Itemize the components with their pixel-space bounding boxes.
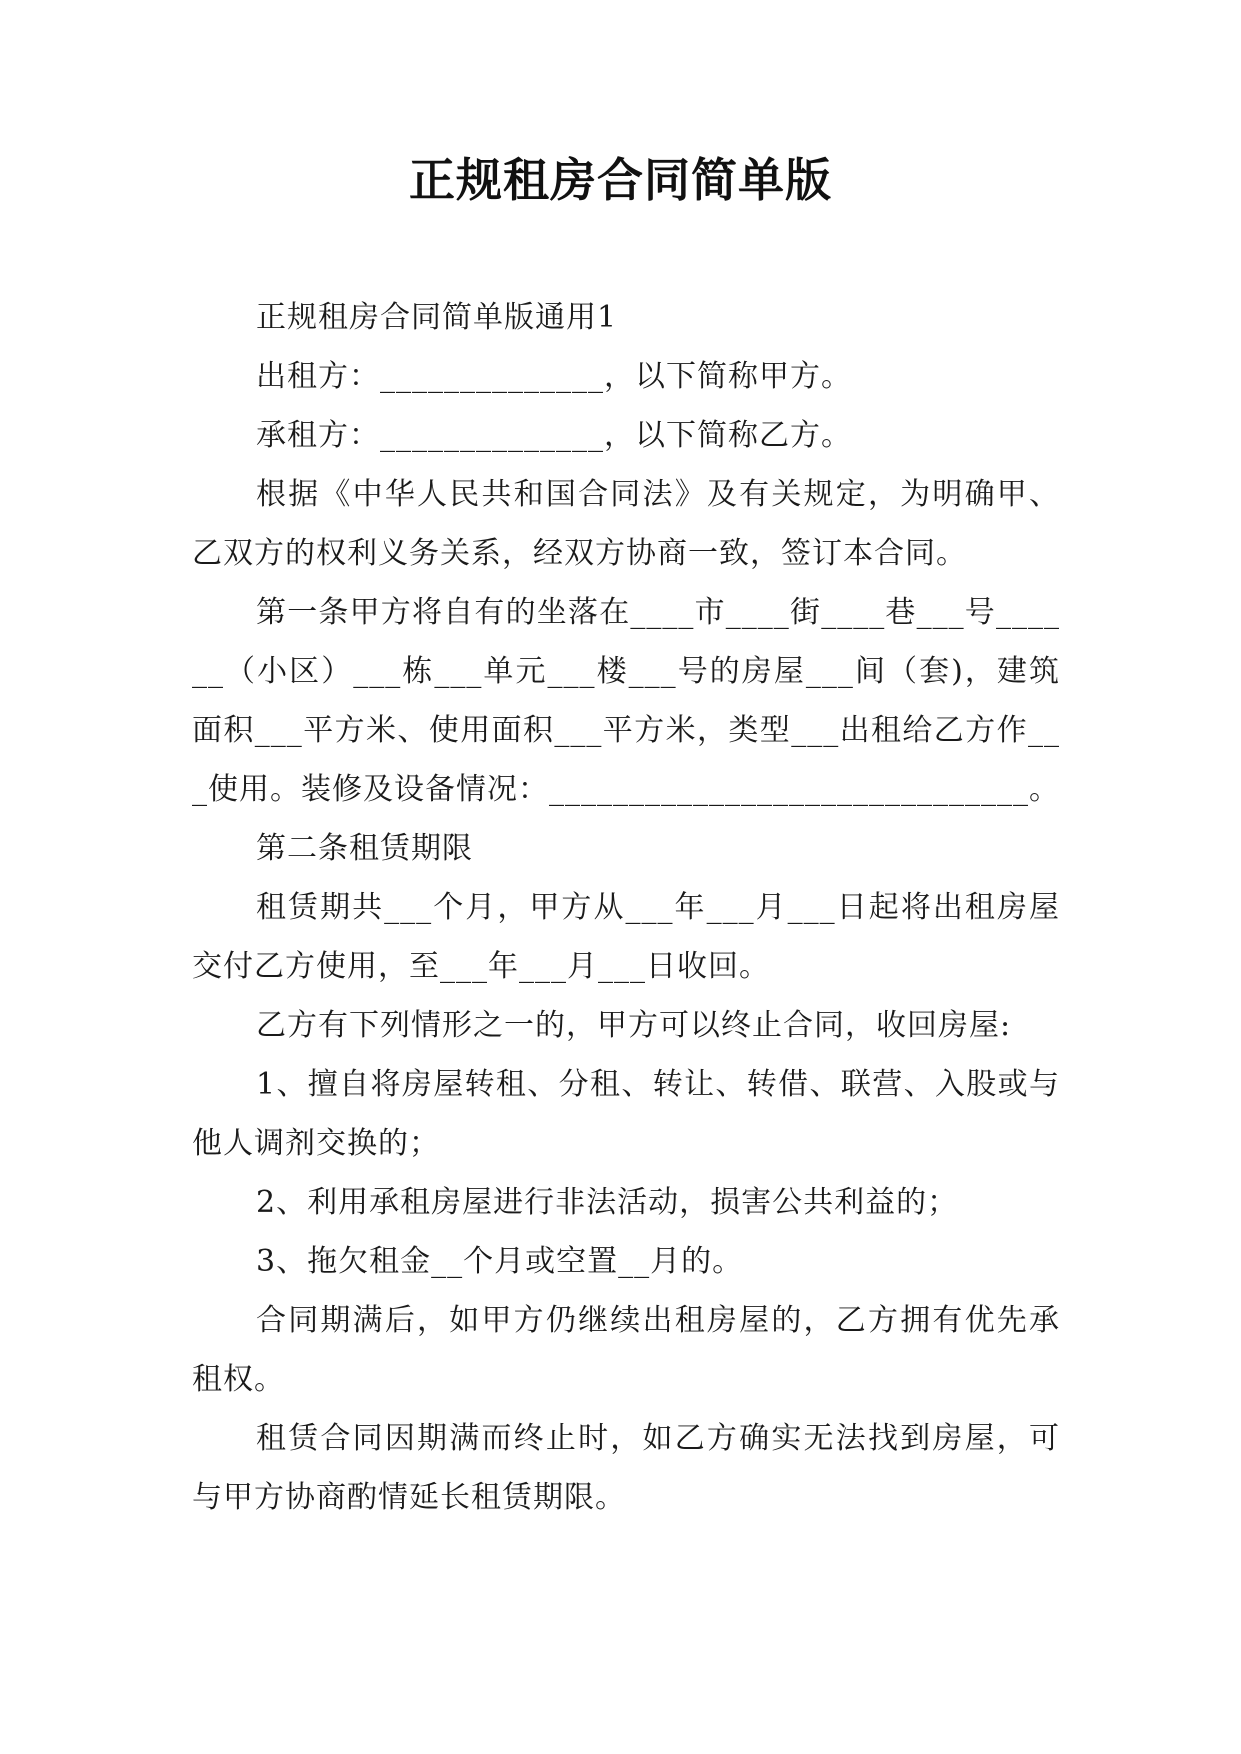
paragraph-basis: 根据《中华人民共和国合同法》及有关规定，为明确甲、乙双方的权利义务关系，经双方协商一致，签订本合同。 [192,477,1060,571]
paragraph-lessor: 出租方：______________，以下简称甲方。 [256,359,852,394]
paragraph-article-one: 第一条甲方将自有的坐落在____市____街____巷___号______（小区）___栋___单元___楼___号的房屋___间（套)，建筑面积___平方米、使用面积___平方米，类型___出租给乙方作___使用。装修及设备情况：______________________________。 [192,595,1060,807]
paragraph-lessee: 承租方：______________，以下简称乙方。 [256,418,852,453]
paragraph-condition-1: 1、擅自将房屋转租、分租、转让、转借、联营、入股或与他人调剂交换的； [192,1067,1060,1161]
paragraph-article-two-heading: 第二条租赁期限 [256,831,473,866]
paragraph-condition-3: 3、拖欠租金__个月或空置__月的。 [256,1244,744,1279]
paragraph-heading-general: 正规租房合同简单版通用1 [256,300,618,335]
paragraph-renewal-priority: 合同期满后，如甲方仍继续出租房屋的，乙方拥有优先承租权。 [192,1303,1060,1397]
paragraph-extension: 租赁合同因期满而终止时，如乙方确实无法找到房屋，可与甲方协商酌情延长租赁期限。 [192,1421,1060,1515]
document-title: 正规租房合同简单版 [409,153,832,207]
paragraph-lease-term: 租赁期共___个月，甲方从___年___月___日起将出租房屋交付乙方使用，至___年___月___日收回。 [192,890,1060,984]
paragraph-condition-2: 2、利用承租房屋进行非法活动，损害公共利益的； [256,1185,959,1220]
document-body [192,288,1060,1527]
paragraph-termination-conditions: 乙方有下列情形之一的，甲方可以终止合同，收回房屋: [256,1008,1012,1043]
